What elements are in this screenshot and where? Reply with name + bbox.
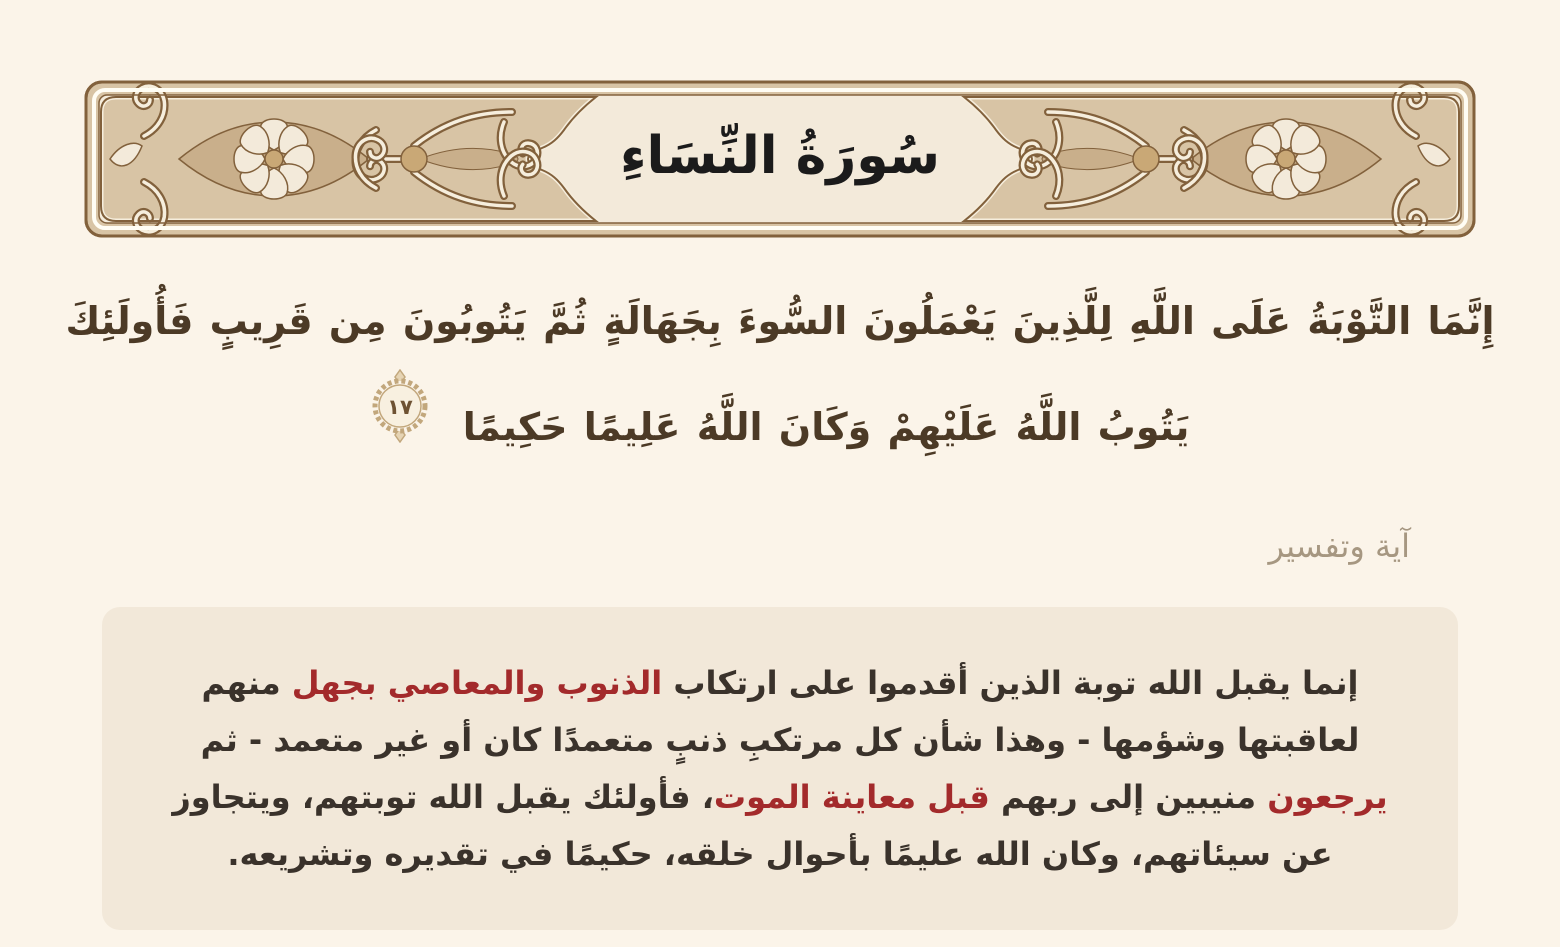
- tafsir-highlighted-text: قبل معاينة الموت: [713, 778, 990, 816]
- tafsir-text: منهم: [201, 664, 292, 702]
- tafsir-text: ، فأولئك يقبل الله توبتهم، ويتجاوز: [172, 778, 714, 816]
- ayah-number: ١٧: [386, 394, 413, 419]
- ayah-end-medallion-icon: [371, 369, 429, 483]
- quran-verse: [40, 268, 1520, 483]
- tafsir-card: [102, 607, 1458, 930]
- surah-title: سُورَةُ النِّسَاءِ: [619, 126, 941, 186]
- tafsir-line: [102, 655, 1458, 712]
- tafsir-text: منيبين إلى ربهم: [989, 778, 1268, 816]
- tafsir-line: [102, 769, 1458, 826]
- tafsir-text: عن سيئاتهم، وكان الله عليمًا بأحوال خلقه، حكيمًا في تقديره وتشريعه.: [227, 835, 1333, 873]
- tafsir-text: لعاقبتها وشؤمها - وهذا شأن كل مرتكبِ ذنبٍ متعمدًا كان أو غير متعمد - ثم: [200, 721, 1360, 759]
- tafsir-lines: [102, 655, 1458, 883]
- surah-header-banner: [84, 78, 1476, 240]
- tafsir-highlighted-text: الذنوب والمعاصي بجهل: [291, 664, 663, 702]
- tafsir-text: إنما يقبل الله توبة الذين أقدموا على ارتكاب: [662, 664, 1359, 702]
- tafsir-line: [102, 712, 1458, 769]
- verse-line-1: إِنَّمَا التَّوْبَةُ عَلَى اللَّهِ لِلَّذِينَ يَعْمَلُونَ السُّوءَ بِجَهَالَةٍ ثُمَّ يَتُوبُونَ مِن قَرِيبٍ فَأُولَئِكَ: [65, 299, 1495, 343]
- tafsir-line: [102, 826, 1458, 883]
- tafsir-highlighted-text: يرجعون: [1267, 778, 1388, 816]
- section-label: آية وتفسير: [1268, 527, 1410, 565]
- verse-line-2-text: يَتُوبُ اللَّهُ عَلَيْهِمْ وَكَانَ اللَّهُ عَلِيمًا حَكِيمًا: [462, 405, 1190, 449]
- verse-line-2: [40, 374, 1520, 483]
